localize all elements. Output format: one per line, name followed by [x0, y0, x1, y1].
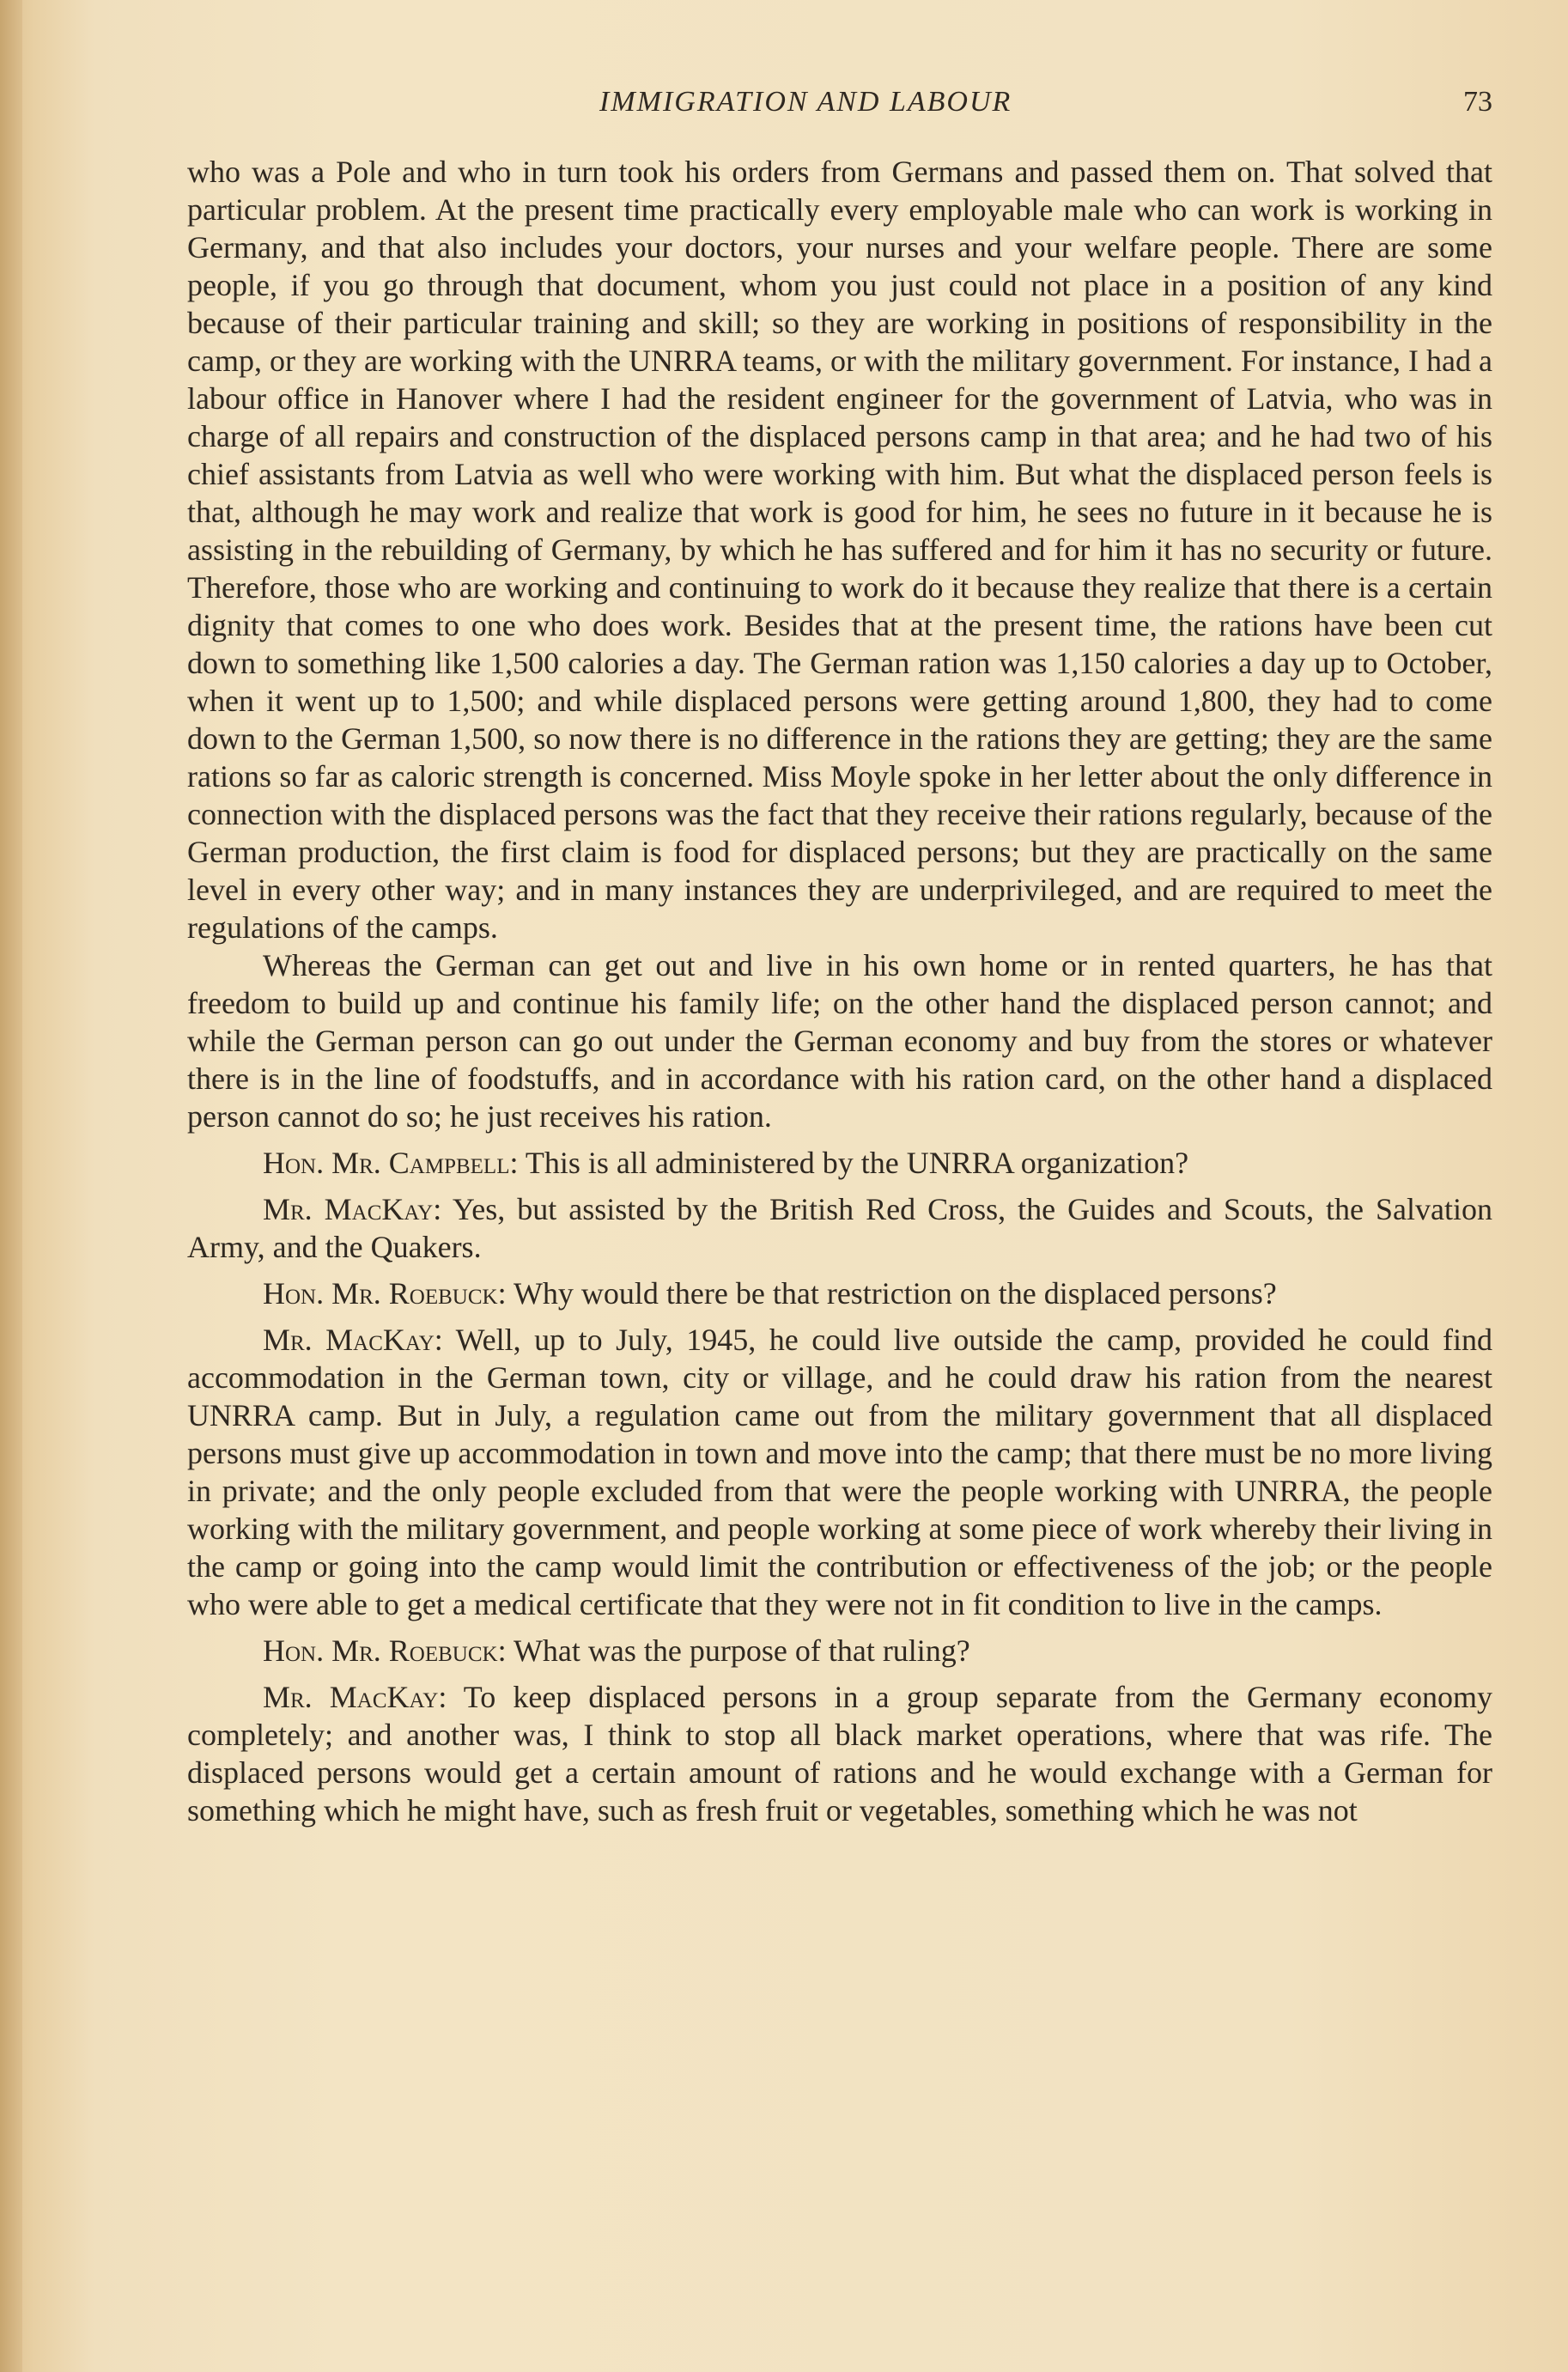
- speech-text: Yes, but assisted by the British Red Cross, the Guides and Scouts, the Salvation Army, and the Quakers.: [187, 1192, 1492, 1264]
- speech-mackay-answer-3: [187, 1678, 1492, 1829]
- speaker-name: Hon. Mr. Campbell:: [263, 1146, 519, 1180]
- speaker-name: Mr. MacKay:: [263, 1323, 443, 1357]
- speech-roebuck-question-1: [187, 1274, 1492, 1312]
- speaker-name: Mr. MacKay:: [263, 1680, 447, 1714]
- speech-mackay-answer-1: [187, 1190, 1492, 1266]
- speaker-name: Mr. MacKay:: [263, 1192, 442, 1226]
- speaker-name: Hon. Mr. Roebuck:: [263, 1276, 507, 1311]
- paragraph-testimony-2: Whereas the German can get out and live in his own home or in rented quarters, he has that freedom to build up and continue his family life; on the other hand the displaced person cannot; and while the German person can go out under the German economy and buy from the stores or whatever there is in the line of foodstuffs, and in accordance with his ration card, on the other hand a displaced person cannot do so; he just receives his ration.: [187, 948, 1492, 1134]
- speech-text: What was the purpose of that ruling?: [506, 1633, 970, 1668]
- page-body: [187, 153, 1492, 1829]
- speech-text: Why would there be that restriction on the displaced persons?: [506, 1276, 1277, 1311]
- page-number: 73: [1463, 86, 1492, 118]
- running-title: IMMIGRATION AND LABOUR: [599, 86, 1012, 118]
- page-gutter: [0, 0, 22, 2372]
- speaker-name: Hon. Mr. Roebuck:: [263, 1633, 507, 1668]
- speech-roebuck-question-2: [187, 1632, 1492, 1670]
- speech-text: This is all administered by the UNRRA organization?: [518, 1146, 1189, 1180]
- speech-text: To keep displaced persons in a group separate from the Germany economy completely; and another was, I think to stop all black market operations, where that was rife. The displaced persons would get a certain amount of rations and he would exchange with a German for something which he might have, such as fresh fruit or vegetables, something which he was not: [187, 1680, 1492, 1828]
- paragraph-testimony-1: who was a Pole and who in turn took his orders from Germans and passed them on. That solved that particular problem. At the present time practically every employable male who can work is working in Germany, and that also includes your doctors, your nurses and your welfare people. There are some people, if you go through that document, whom you just could not place in a position of any kind because of their particular training and skill; so they are working in positions of responsibility in the camp, or they are working with the UNRRA teams, or with the military government. For instance, I had a labour office in Hanover where I had the resident engineer for the government of Latvia, who was in charge of all repairs and construction of the displaced persons camp in that area; and he had two of his chief assistants from Latvia as well who were working with him. But what the displaced person feels is that, although he may work and realize that work is good for him, he sees no future in it because he is assisting in the rebuilding of Germany, by which he has suffered and for him it has no security or future. Therefore, those who are working and continuing to work do it because they realize that there is a certain dignity that comes to one who does work. Besides that at the present time, the rations have been cut down to something like 1,500 calories a day. The German ration was 1,150 calories a day up to October, when it went up to 1,500; and while displaced persons were getting around 1,800, they had to come down to the German 1,500, so now there is no difference in the rations they are getting; they are the same rations so far as caloric strength is concerned. Miss Moyle spoke in her letter about the only difference in connection with the displaced persons was the fact that they receive their rations regularly, because of the German production, the first claim is food for displaced persons; but they are practically on the same level in every other way; and in many instances they are underprivileged, and are required to meet the regulations of the camps.: [187, 155, 1492, 945]
- speech-text: Well, up to July, 1945, he could live outside the camp, provided he could find accommodation in the German town, city or village, and he could draw his ration from the nearest UNRRA camp. But in July, a regulation came out from the military government that all displaced persons must give up accommodation in town and move into the camp; that there must be no more living in private; and the only people excluded from that were the people working with UNRRA, the people working with the military government, and people working at some piece of work whereby their living in the camp or going into the camp would limit the contribution or effectiveness of the job; or the people who were able to get a medical certificate that they were not in fit condition to live in the camps.: [187, 1323, 1492, 1621]
- page-header: [187, 86, 1492, 137]
- speech-campbell-question: [187, 1144, 1492, 1182]
- speech-mackay-answer-2: [187, 1321, 1492, 1623]
